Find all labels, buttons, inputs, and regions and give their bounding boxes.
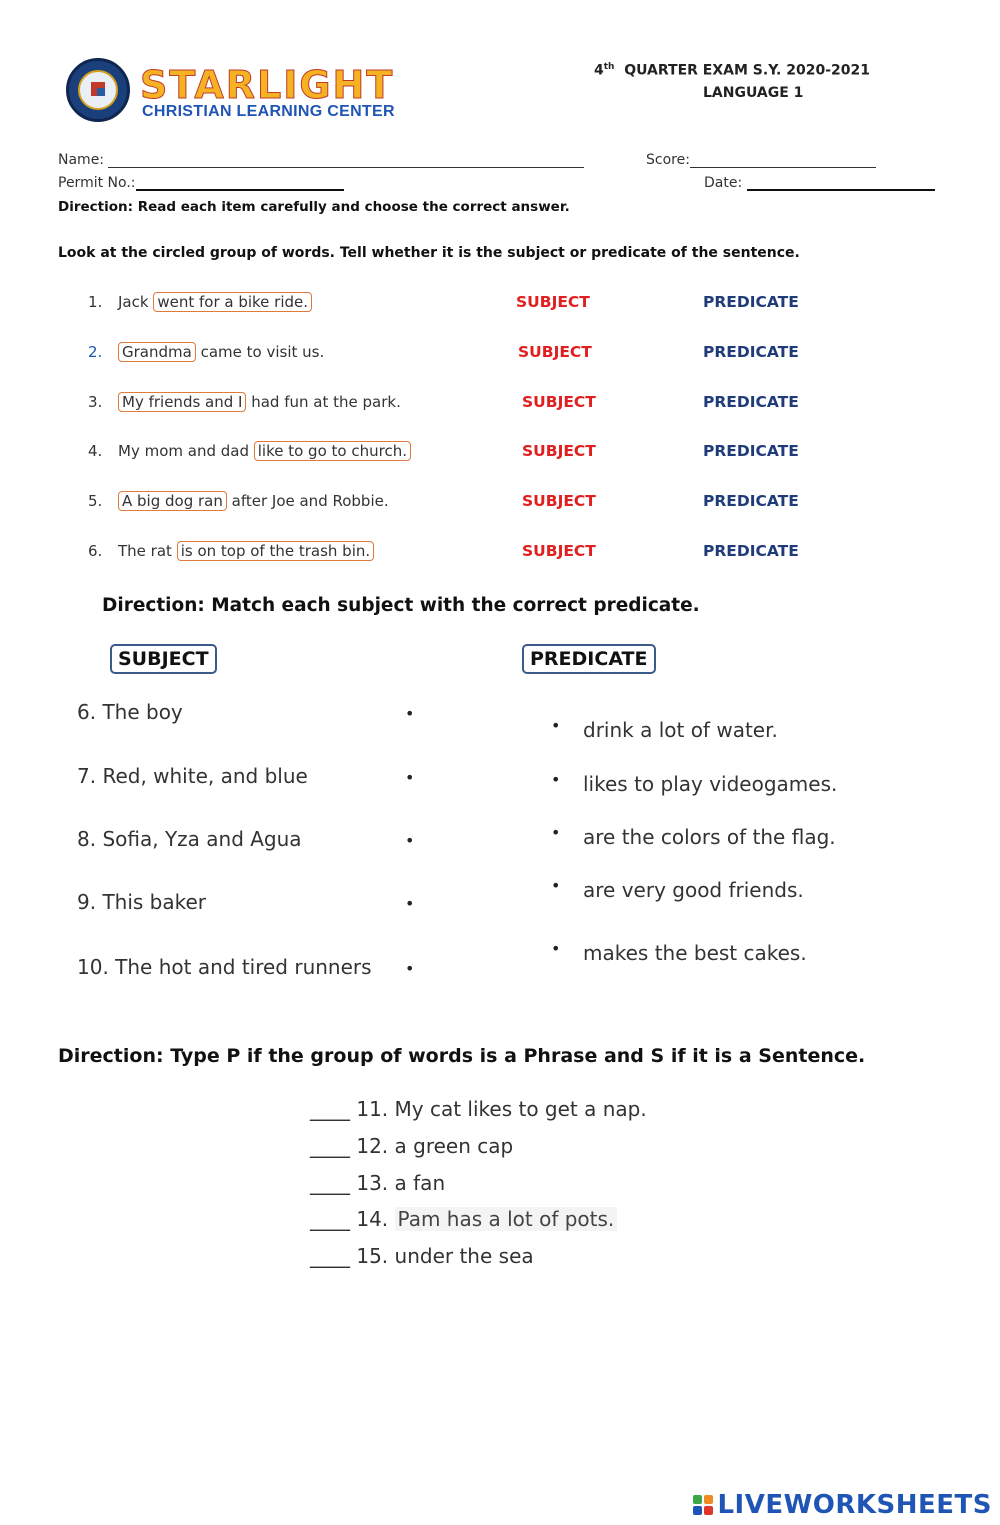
subject-match-dot[interactable]: • [405,768,415,787]
permit-input-line[interactable] [136,175,344,191]
item-text: under the sea [394,1244,534,1268]
item-number: 6. [88,542,103,560]
phrase-sentence-item [310,1207,617,1231]
subject-item: 8. Sofia, Yza and Agua [77,827,302,851]
circled-words: A big dog ran [118,491,227,511]
item-number: 1. [88,293,103,311]
circled-words: My friends and I [118,392,246,412]
subject-match-dot[interactable]: • [405,894,415,913]
phrase-sentence-item [310,1244,534,1268]
logo-title: STARLIGHT [140,63,395,107]
name-field: Name: [58,152,584,168]
item-text: My cat likes to get a nap. [394,1097,647,1121]
phrase-sentence-item [310,1134,513,1158]
circled-words: is on top of the trash bin. [177,541,374,561]
part1-item [88,393,401,411]
predicate-item: makes the best cakes. [583,941,807,965]
part1-item [88,492,389,510]
answer-blank[interactable]: ____ [310,1207,350,1231]
liveworksheets-icon [693,1495,713,1515]
phrase-sentence-item [310,1097,647,1121]
predicate-match-dot[interactable]: • [551,876,561,895]
item-text: a green cap [394,1134,514,1158]
item-text-after: after Joe and Robbie. [226,492,389,510]
predicate-option[interactable]: PREDICATE [703,343,799,361]
item-text-before: Jack [118,293,154,311]
part1-item [88,343,324,361]
item-text-before: My mom and dad [118,442,254,460]
item-number: 12. [356,1134,389,1158]
item-text: Pam has a lot of pots. [395,1207,618,1231]
item-number: 14. [356,1207,389,1231]
circled-words: like to go to church. [254,441,411,461]
exam-title: 4th QUARTER EXAM S.Y. 2020-2021 [594,62,870,79]
subject-option[interactable]: SUBJECT [522,492,596,510]
subject-option[interactable]: SUBJECT [522,393,596,411]
predicate-item: are very good friends. [583,878,804,902]
item-text-before: The rat [118,542,177,560]
part3-direction: Direction: Type P if the group of words is a Phrase and S if it is a Sentence. [58,1045,866,1067]
subject-option[interactable]: SUBJECT [518,343,592,361]
predicate-item: are the colors of the flag. [583,825,836,849]
date-field: Date: [704,175,935,191]
predicate-option[interactable]: PREDICATE [703,542,799,560]
subject-item: 10. The hot and tired runners [77,955,372,979]
predicate-match-dot[interactable]: • [551,770,561,789]
part2-direction: Direction: Match each subject with the correct predicate. [102,595,700,616]
subject-header: SUBJECT [110,644,217,674]
permit-field: Permit No.: [58,175,344,191]
circled-words: Grandma [118,342,196,362]
name-input-line[interactable] [108,152,584,168]
item-number: 2. [88,343,103,361]
logo-subtitle: CHRISTIAN LEARNING CENTER [142,103,395,120]
score-field: Score: [646,152,876,168]
item-number: 11. [356,1097,389,1121]
answer-blank[interactable]: ____ [310,1244,350,1268]
subject-match-dot[interactable]: • [405,704,415,723]
phrase-sentence-item [310,1171,445,1195]
predicate-option[interactable]: PREDICATE [703,492,799,510]
predicate-match-dot[interactable]: • [551,823,561,842]
item-text: a fan [394,1171,446,1195]
item-number: 5. [88,492,103,510]
subject-match-dot[interactable]: • [405,831,415,850]
answer-blank[interactable]: ____ [310,1134,350,1158]
predicate-match-dot[interactable]: • [551,716,561,735]
item-text-after: had fun at the park. [246,393,401,411]
subject-match-dot[interactable]: • [405,959,415,978]
part1-item [88,442,411,460]
predicate-option[interactable]: PREDICATE [703,442,799,460]
part1-item [88,293,312,311]
part1-instruction: Look at the circled group of words. Tell whether it is the subject or predicate of the sentence. [58,245,800,261]
exam-subject: LANGUAGE 1 [703,85,804,101]
predicate-match-dot[interactable]: • [551,939,561,958]
school-seal-logo [66,58,130,122]
item-number: 3. [88,393,103,411]
part1-item [88,542,374,560]
item-text-after: came to visit us. [195,343,325,361]
predicate-option[interactable]: PREDICATE [703,293,799,311]
subject-item: 9. This baker [77,890,207,914]
subject-item: 6. The boy [77,700,183,724]
item-number: 15. [356,1244,389,1268]
subject-option[interactable]: SUBJECT [516,293,590,311]
subject-option[interactable]: SUBJECT [522,542,596,560]
liveworksheets-brand: LIVEWORKSHEETS [693,1490,992,1520]
subject-option[interactable]: SUBJECT [522,442,596,460]
circled-words: went for a bike ride. [153,292,312,312]
predicate-header: PREDICATE [522,644,656,674]
subject-item: 7. Red, white, and blue [77,764,308,788]
answer-blank[interactable]: ____ [310,1097,350,1121]
score-input-line[interactable] [690,152,876,168]
item-number: 13. [356,1171,389,1195]
answer-blank[interactable]: ____ [310,1171,350,1195]
predicate-item: likes to play videogames. [583,772,838,796]
predicate-item: drink a lot of water. [583,718,778,742]
date-input-line[interactable] [747,175,935,191]
item-number: 4. [88,442,103,460]
predicate-option[interactable]: PREDICATE [703,393,799,411]
general-direction: Direction: Read each item carefully and choose the correct answer. [58,199,570,215]
